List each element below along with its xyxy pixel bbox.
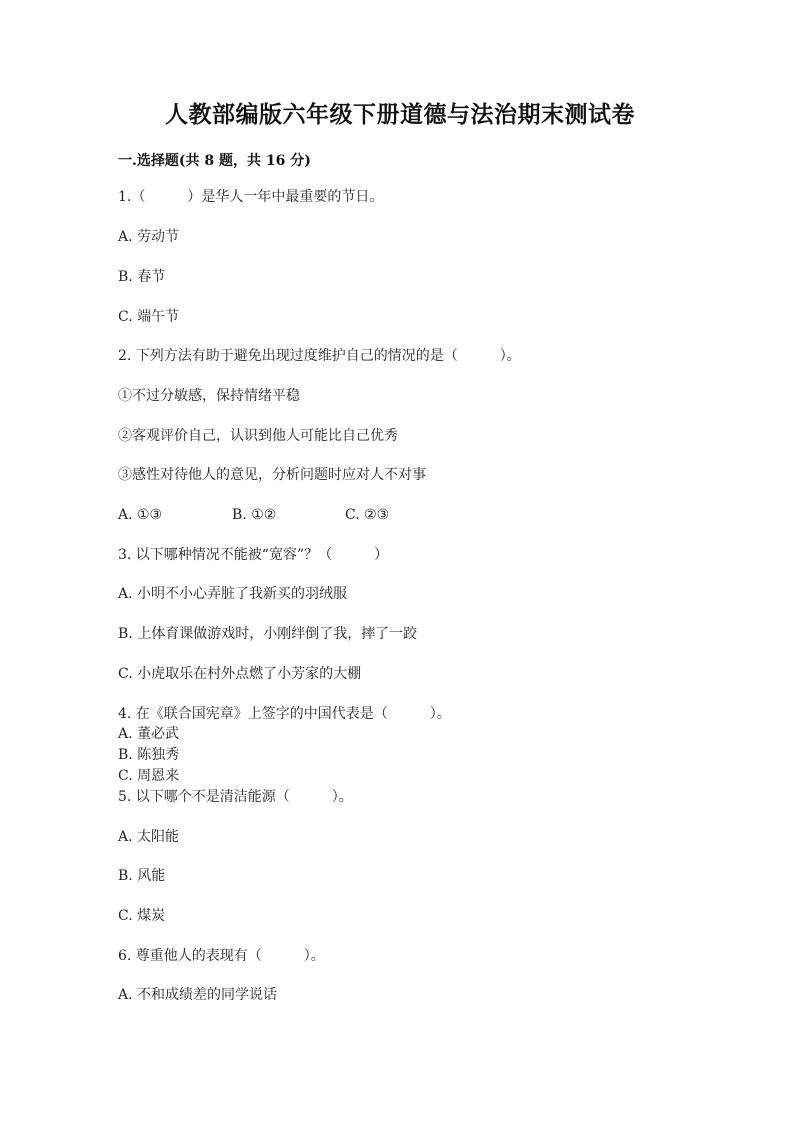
question-1-option-a: A. 劳动节 xyxy=(118,229,180,245)
question-3-stem: 3. 以下哪种情况不能被“宽容”？（ ） xyxy=(118,547,389,563)
section-heading: 一.选择题(共 8 题，共 16 分) xyxy=(118,153,311,169)
question-2-options xyxy=(118,506,389,524)
question-3-option-b: B. 上体育课做游戏时，小刚绊倒了我，摔了一跤 xyxy=(118,626,418,642)
question-1-option-c: C. 端午节 xyxy=(118,309,180,325)
question-3-option-c: C. 小虎取乐在村外点燃了小芳家的大棚 xyxy=(118,666,362,682)
question-4-option-c: C. 周恩来 xyxy=(118,768,180,784)
page-title: 人教部编版六年级下册道德与法治期末测试卷 xyxy=(165,101,635,128)
question-4-stem: 4. 在《联合国宪章》上签字的中国代表是（ ）。 xyxy=(118,706,451,722)
question-4-option-a: A. 董必武 xyxy=(118,726,180,742)
question-3-option-a: A. 小明不小心弄脏了我新买的羽绒服 xyxy=(118,586,348,602)
question-2-statement-3: ③感性对待他人的意见，分析问题时应对人不对事 xyxy=(118,467,426,483)
question-5-option-c: C. 煤炭 xyxy=(118,908,166,924)
question-6-stem: 6. 尊重他人的表现有（ ）。 xyxy=(118,948,325,964)
question-2-option-c: C. ②③ xyxy=(345,507,390,523)
question-2-option-a: A. ①③ xyxy=(118,507,163,523)
question-4-option-b: B. 陈独秀 xyxy=(118,747,180,763)
question-5-stem: 5. 以下哪个不是清洁能源（ ）。 xyxy=(118,789,353,805)
question-2-stem: 2. 下列方法有助于避免出现过度维护自己的情况的是（ ）。 xyxy=(118,348,521,364)
question-5-option-b: B. 风能 xyxy=(118,868,166,884)
question-2-statement-1: ①不过分敏感，保持情绪平稳 xyxy=(118,388,300,404)
question-2-option-b: B. ①② xyxy=(232,507,277,523)
question-6-option-a: A. 不和成绩差的同学说话 xyxy=(118,987,278,1003)
question-2-statement-2: ②客观评价自己，认识到他人可能比自己优秀 xyxy=(118,428,398,444)
question-5-option-a: A. 太阳能 xyxy=(118,829,180,845)
question-1-option-b: B. 春节 xyxy=(118,269,166,285)
question-1-stem: 1.（ ）是华人一年中最重要的节日。 xyxy=(118,189,384,205)
